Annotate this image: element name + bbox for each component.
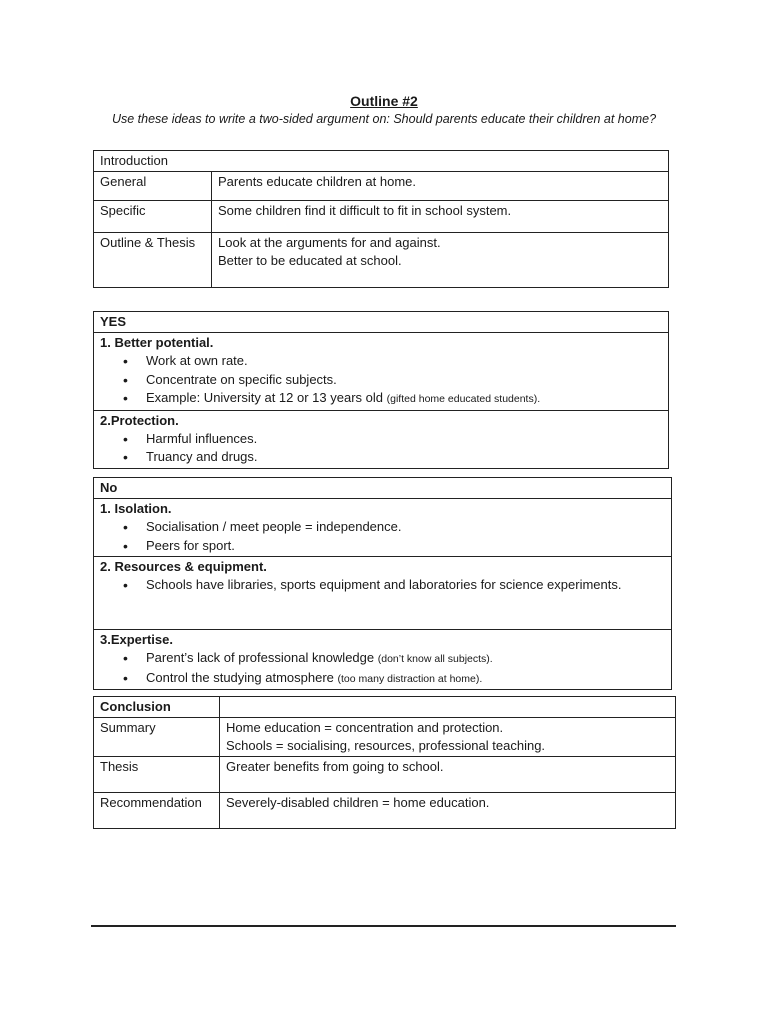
page-subtitle: Use these ideas to write a two-sided argument on: Should parents educate their children at home? bbox=[111, 112, 657, 126]
outline-thesis-line-1: Look at the arguments for and against. bbox=[218, 235, 441, 250]
list-item: • Concentrate on specific subjects. bbox=[146, 371, 662, 390]
yes-point-2 bbox=[94, 410, 669, 468]
outline-thesis-label: Outline & Thesis bbox=[94, 233, 212, 288]
yes-table bbox=[93, 311, 669, 469]
recommendation-label: Recommendation bbox=[94, 793, 220, 829]
list-item: • Harmful influences. bbox=[146, 430, 662, 449]
list-item-note: (too many distraction at home). bbox=[337, 672, 483, 685]
no-heading: No bbox=[94, 478, 672, 499]
no-point-1 bbox=[94, 499, 672, 557]
no-point-2 bbox=[94, 557, 672, 630]
yes-point-1-list bbox=[100, 352, 662, 409]
list-item: • Truancy and drugs. bbox=[146, 448, 662, 467]
no-point-2-list bbox=[100, 576, 665, 595]
outline-thesis-text bbox=[212, 233, 669, 288]
list-item-note: (gifted home educated students). bbox=[386, 393, 541, 405]
page-title: Outline #2 bbox=[350, 93, 418, 109]
thesis-label: Thesis bbox=[94, 757, 220, 793]
conclusion-table bbox=[93, 696, 676, 829]
no-point-3 bbox=[94, 630, 672, 690]
no-point-3-list bbox=[100, 649, 665, 688]
list-item-text: Example: University at 12 or 13 years old bbox=[146, 390, 383, 405]
no-point-3-title: 3.Expertise. bbox=[100, 632, 173, 647]
footer-rule bbox=[91, 925, 676, 927]
general-label: General bbox=[94, 172, 212, 201]
summary-text bbox=[220, 718, 676, 757]
list-item bbox=[146, 389, 662, 409]
specific-text: Some children find it difficult to fit in school system. bbox=[212, 201, 669, 233]
summary-line-1: Home education = concentration and protection. bbox=[226, 720, 504, 735]
general-text: Parents educate children at home. bbox=[212, 172, 669, 201]
no-point-1-title: 1. Isolation. bbox=[100, 501, 172, 516]
no-point-2-title: 2. Resources & equipment. bbox=[100, 559, 267, 574]
conclusion-heading: Conclusion bbox=[94, 697, 220, 718]
list-item bbox=[146, 669, 665, 689]
recommendation-text: Severely-disabled children = home education. bbox=[220, 793, 676, 829]
thesis-text: Greater benefits from going to school. bbox=[220, 757, 676, 793]
summary-line-2: Schools = socialising, resources, professional teaching. bbox=[226, 738, 546, 753]
list-item-text: Control the studying atmosphere bbox=[146, 669, 334, 685]
specific-label: Specific bbox=[94, 201, 212, 233]
list-item bbox=[146, 649, 665, 669]
no-table bbox=[93, 477, 672, 690]
list-item: • Schools have libraries, sports equipment and laboratories for science experiments. bbox=[146, 576, 665, 595]
summary-label: Summary bbox=[94, 718, 220, 757]
list-item-note: (don’t know all subjects). bbox=[377, 653, 493, 665]
conclusion-heading-blank bbox=[220, 697, 676, 718]
list-item: • Socialisation / meet people = independence. bbox=[146, 518, 665, 537]
yes-point-1 bbox=[94, 333, 669, 411]
list-item-text: Parent’s lack of professional knowledge bbox=[146, 650, 375, 665]
list-item: • Work at own rate. bbox=[146, 352, 662, 371]
yes-point-2-title: 2.Protection. bbox=[100, 412, 179, 428]
yes-point-2-list bbox=[100, 430, 662, 467]
yes-point-1-title: 1. Better potential. bbox=[100, 335, 214, 350]
introduction-table bbox=[93, 150, 669, 288]
yes-heading: YES bbox=[94, 312, 669, 333]
no-point-1-list bbox=[100, 518, 665, 555]
list-item: • Peers for sport. bbox=[146, 537, 665, 556]
introduction-heading: Introduction bbox=[94, 151, 669, 172]
outline-thesis-line-2: Better to be educated at school. bbox=[218, 253, 402, 268]
